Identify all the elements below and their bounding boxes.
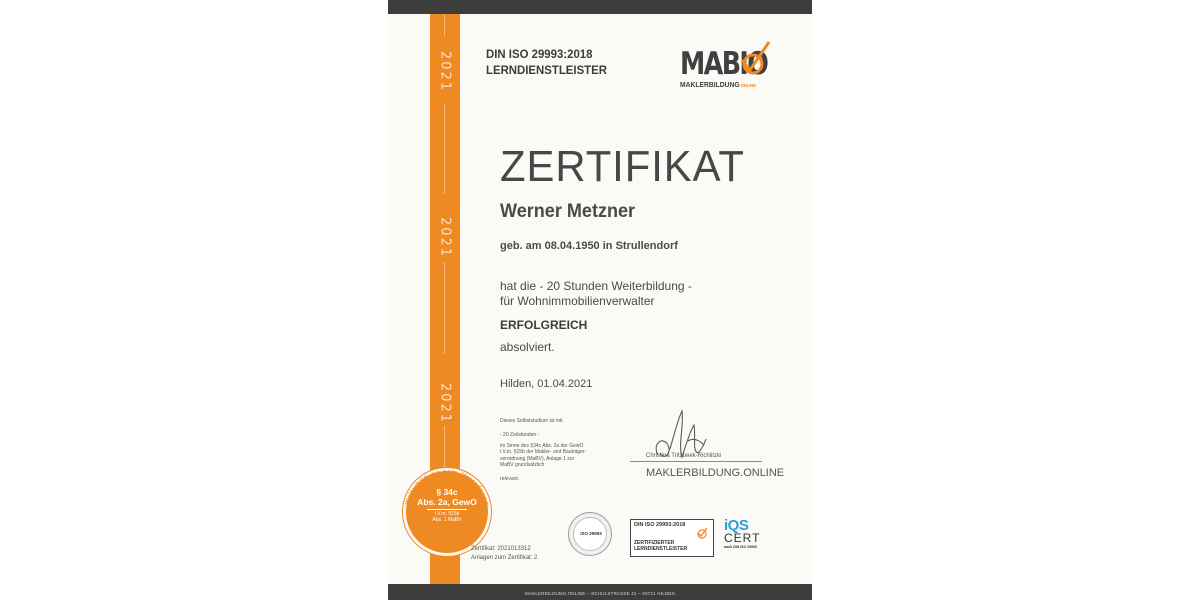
iso-header-line2: LERNDIENSTLEISTER [486, 63, 607, 77]
fineprint-line: relevant. [500, 476, 520, 482]
iso-header-line1: DIN ISO 29993:2018 [486, 47, 593, 61]
logo-wordmark: MABIO [680, 46, 768, 82]
seal-divider [427, 509, 467, 510]
iso-round-badge-inner [573, 517, 607, 551]
iso-round-badge-label: ISO 29993 [580, 531, 602, 536]
iso-badge-bottom-line2: LERNDIENSTLEISTER [634, 546, 688, 552]
certificate-info [471, 545, 537, 563]
iqs-prefix: i [724, 517, 728, 534]
iso-badge-bottom-line1: ZERTIFIZIERTER [634, 540, 675, 546]
seal-arc-label: Weiterbildung gem. Verordnung [404, 468, 490, 507]
footer-address: MAKLERBILDUNG.ONLINE – SCHULSTRASSE 41 – 40721 HILDEN [525, 591, 675, 596]
iso-header [486, 46, 607, 78]
seal-line1: § 34c [436, 487, 458, 497]
stripe-year: 2021 [437, 382, 453, 425]
stripe-divider [444, 104, 445, 194]
mabio-logo [680, 38, 770, 90]
seal-line3: i.V.m. §15b [434, 511, 460, 517]
logo-subline [680, 80, 756, 89]
certificate-number: Zertifikat: 2021013312 [471, 546, 531, 552]
completed-text: absolviert. [500, 340, 555, 354]
seal-line4: Abs. 1 MaBV [432, 516, 462, 523]
iso-round-badge [568, 512, 612, 556]
fineprint-block [500, 443, 586, 468]
fineprint-line: MaBV grundsätzlich [500, 461, 545, 468]
result-text: ERFOLGREICH [500, 318, 588, 332]
fineprint-line: verordnung (MaBV), Anlage 1 zur [500, 455, 575, 462]
logo-sub-main: MAKLERBILDUNG [680, 80, 740, 89]
course-line1: hat die - 20 Stunden Weiterbildung - [500, 279, 692, 293]
place-date: Hilden, 01.04.2021 [500, 378, 593, 390]
stripe-year: 2021 [437, 50, 453, 93]
stripe-divider [444, 14, 445, 36]
fineprint-line: im Sinne des §34c Abs. 2a der GewO [500, 443, 584, 449]
signatory-org: MAKLERBILDUNG.ONLINE [646, 467, 785, 479]
iqs-subtext: nach DIN ISO 29993 [724, 545, 757, 549]
seal-content [417, 487, 477, 523]
course-line2: für Wohnimmobilienverwalter [500, 294, 655, 308]
birth-info: geb. am 08.04.1950 in Strullendorf [500, 240, 678, 252]
iqs-main-text: QS [727, 517, 749, 534]
fineprint-line: - 20 Zeitstunden - [500, 432, 540, 438]
iqs-cert-text: CERT [724, 531, 761, 545]
stripe-year: 2021 [437, 216, 453, 259]
top-bar [388, 0, 812, 14]
fineprint-line: i.V.m. §15b der Makler- und Bauträger- [500, 449, 587, 456]
signatory-name: Christina Tritzbeek-Richlitzki [646, 453, 722, 459]
iso-certified-badge [630, 519, 714, 557]
logo-sub-suffix: .ONLINE [739, 83, 757, 88]
check-icon [695, 526, 709, 540]
fineprint-line: Dieses Selbststudium ist mit [500, 418, 563, 424]
iqs-cert-logo [724, 517, 768, 549]
certificate-attachments: Anlagen zum Zertifikat: 2 [471, 555, 538, 561]
course-description [500, 279, 692, 309]
seal-line2: Abs. 2a, GewO [417, 497, 477, 507]
regulation-seal [403, 468, 491, 556]
iso-badge-top: DIN ISO 29993:2018 [634, 522, 686, 528]
stripe-divider [444, 262, 445, 354]
certificate-title: ZERTIFIKAT [500, 142, 745, 191]
recipient-name: Werner Metzner [500, 201, 636, 222]
logo-check-icon [736, 38, 772, 78]
certificate-page [388, 0, 812, 600]
signature-line [630, 461, 762, 462]
iso-badge-bottom [634, 540, 687, 552]
